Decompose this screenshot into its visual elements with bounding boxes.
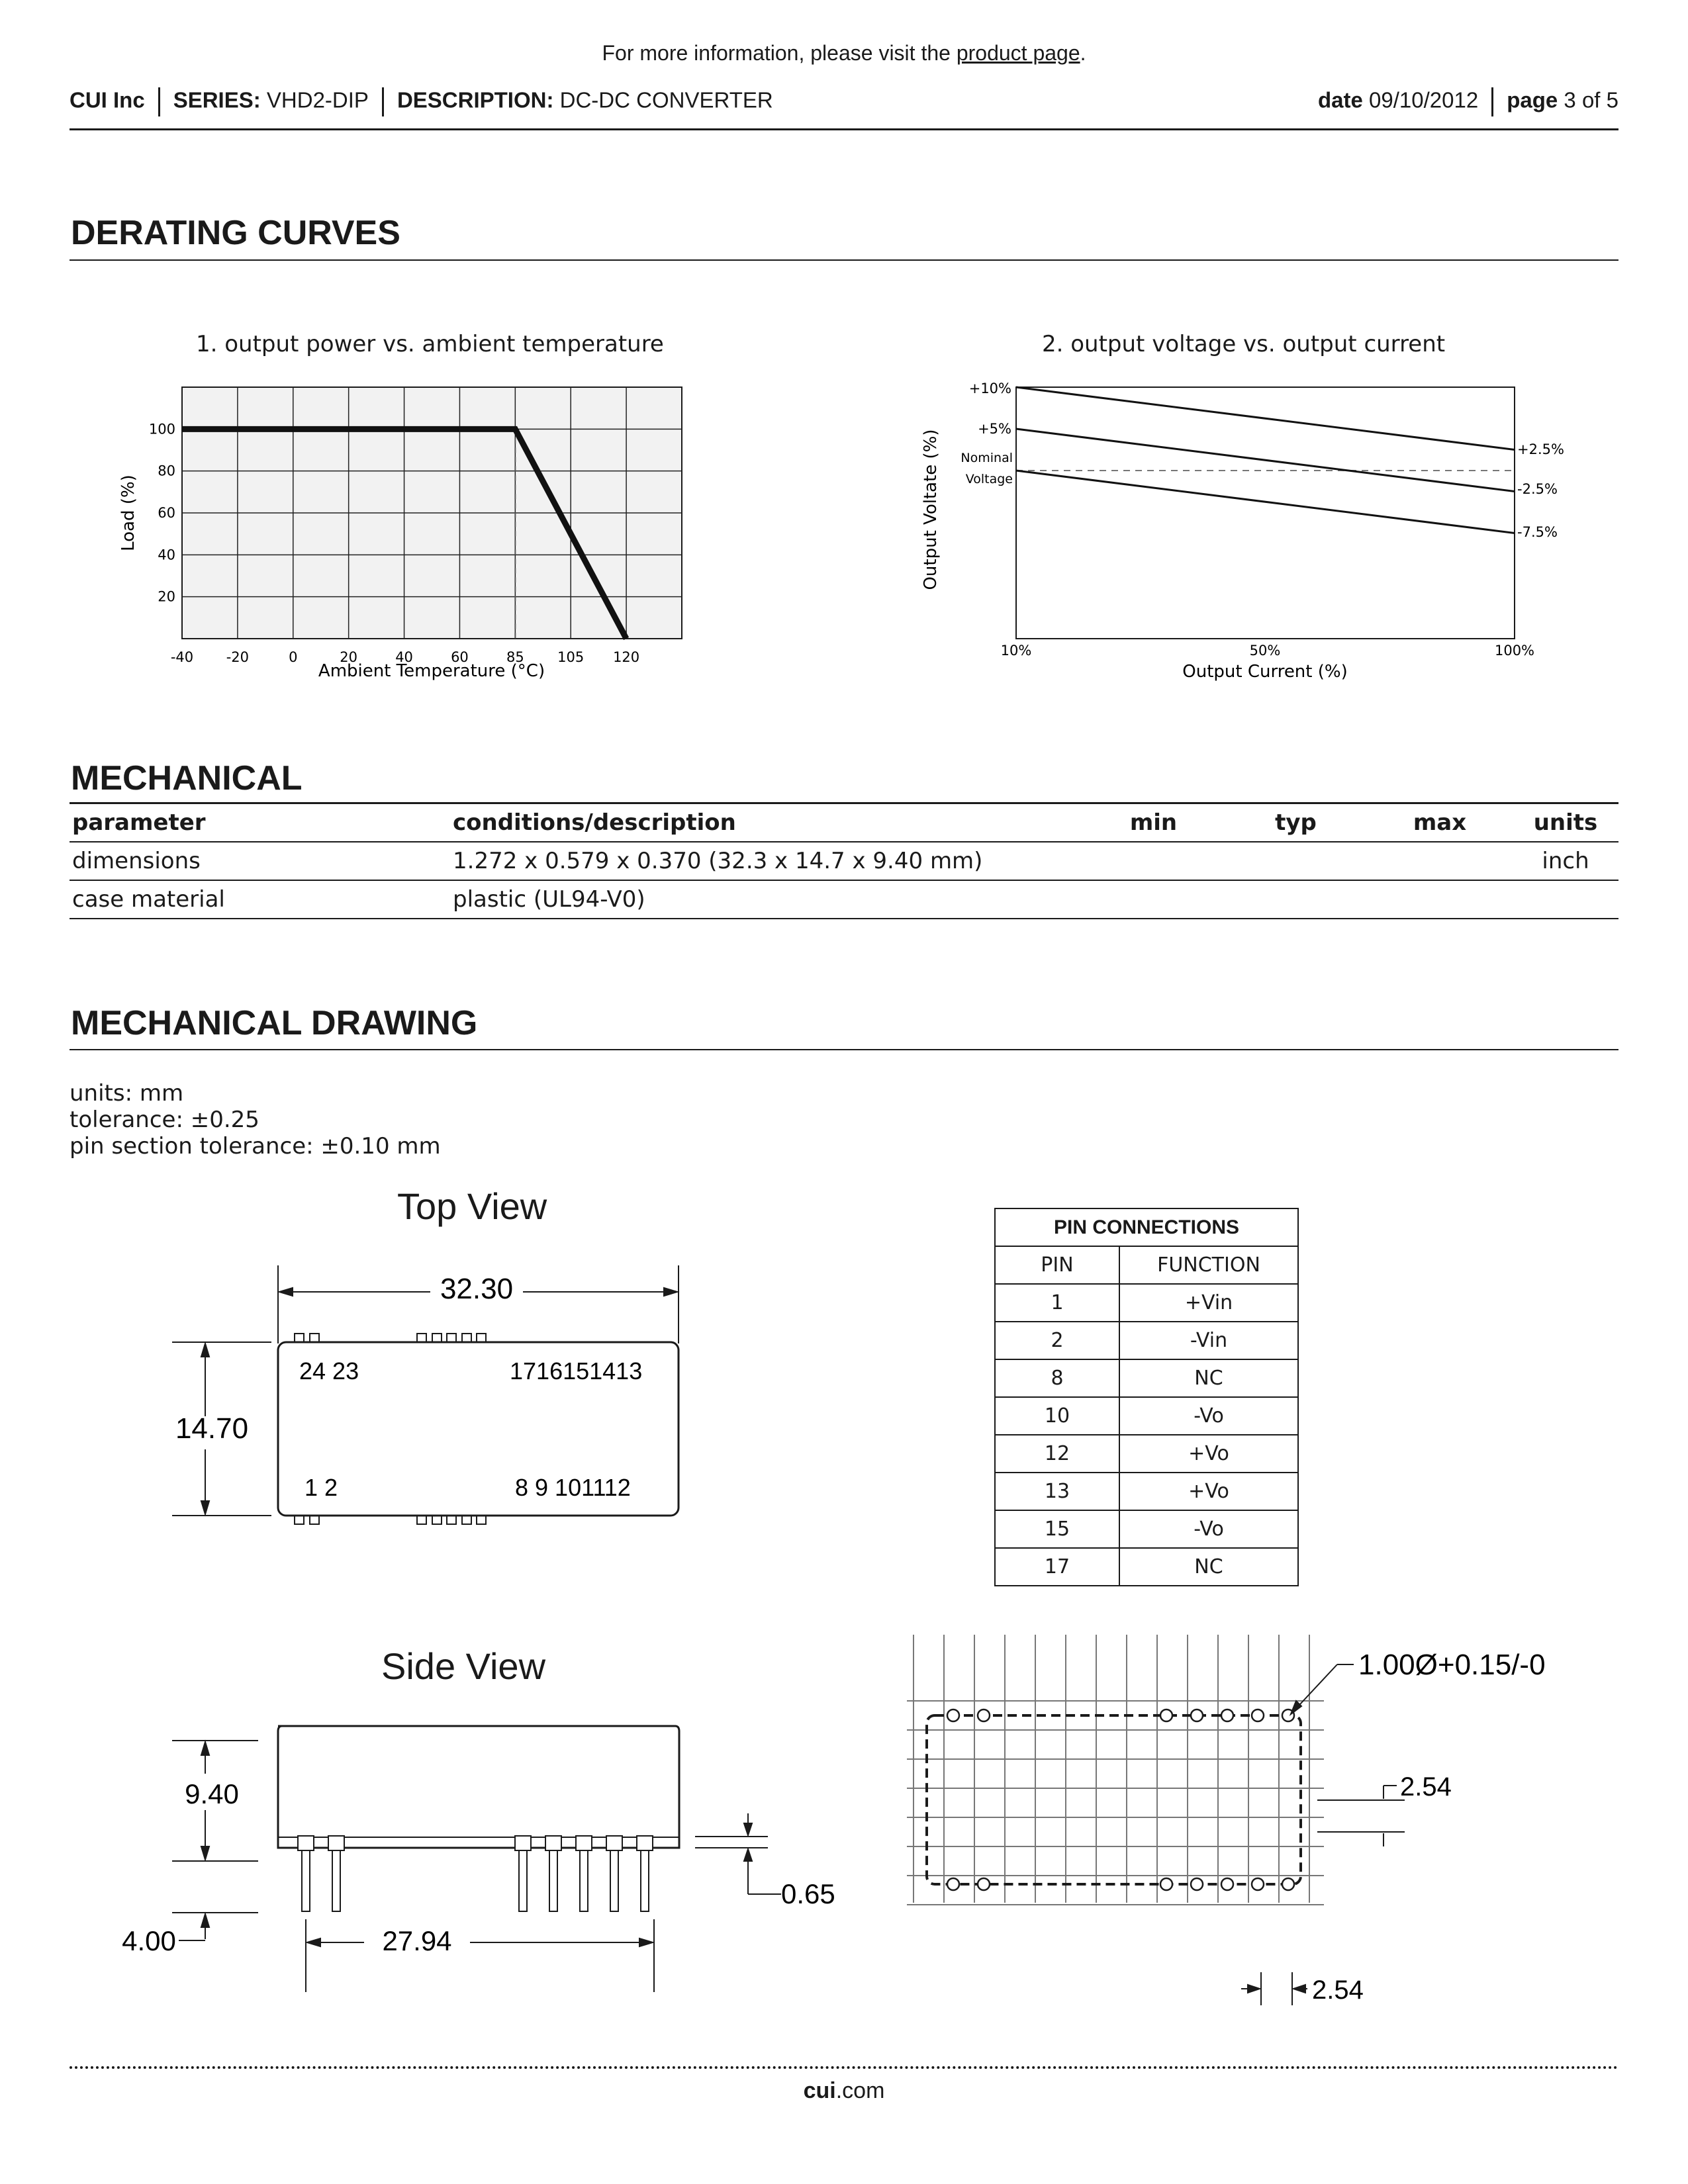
pin-tab-bottom	[447, 1516, 456, 1524]
chart2-y-tick: Nominal	[961, 451, 1013, 465]
footer-rule	[70, 2066, 1618, 2069]
pin-hole-bottom	[978, 1878, 990, 1890]
pin-lead	[549, 1850, 557, 1911]
pin-function: +Vin	[1119, 1284, 1298, 1322]
table-row	[995, 1435, 1298, 1473]
section-title-derating: DERATING CURVES	[71, 214, 400, 252]
series-value: VHD2-DIP	[266, 87, 369, 113]
company-name: CUI Inc	[70, 87, 145, 113]
pin-table-header	[995, 1246, 1298, 1284]
pin-number: 8	[995, 1359, 1119, 1397]
hole-dimension	[1358, 1649, 1546, 1681]
footprint-outline	[927, 1715, 1301, 1884]
chart1-x-tick: 85	[506, 649, 524, 665]
mechanical-table	[70, 802, 1618, 919]
pin-hole-top	[1160, 1709, 1172, 1721]
dim-width: 32.30	[440, 1273, 514, 1305]
pin-tab-bottom	[417, 1516, 426, 1524]
pin-tab-bottom	[310, 1516, 319, 1524]
pin-tolerance-note: pin section tolerance: ±0.10 mm	[70, 1133, 441, 1160]
pin-hole-bottom	[947, 1878, 959, 1890]
chart2-x-axis-label: Output Current (%)	[1182, 662, 1348, 682]
pin-shoulder	[298, 1836, 314, 1850]
pin-shoulder	[606, 1836, 622, 1850]
pin-hole-bottom	[1191, 1878, 1203, 1890]
chart2-y-tick: Voltage	[965, 472, 1013, 486]
pin-tab-bottom	[295, 1516, 304, 1524]
chart2-y-tick: +10%	[968, 381, 1011, 396]
chart1-x-axis-label: Ambient Temperature (°C)	[318, 661, 545, 681]
tolerance-note: tolerance: ±0.25	[70, 1107, 259, 1133]
pin-lead	[610, 1850, 618, 1911]
module-body-side	[278, 1726, 679, 1848]
pin-tab-top	[462, 1334, 471, 1342]
footer-domain: .com	[835, 2078, 885, 2103]
hole-size: 1.00	[1358, 1649, 1415, 1681]
pin-function: -Vin	[1119, 1322, 1298, 1359]
dim-pitch-vertical: 2.54	[1400, 1772, 1452, 1801]
pin-numbers-top-right: 1716151413	[510, 1357, 643, 1385]
chart1-y-ticks	[149, 421, 175, 604]
section-rule	[70, 1049, 1618, 1050]
col-header: units	[1513, 803, 1618, 842]
header-separator	[382, 87, 384, 116]
pin-hole-bottom	[1160, 1878, 1172, 1890]
table-cell: inch	[1513, 842, 1618, 880]
chart1-x-tick: -20	[226, 649, 250, 665]
pin-tab-top	[432, 1334, 442, 1342]
date-label: date	[1318, 87, 1363, 113]
pin-shoulder	[328, 1836, 344, 1850]
table-cell: dimensions	[70, 842, 450, 880]
pin-hole-top	[1191, 1709, 1203, 1721]
table-row	[70, 842, 1618, 880]
pin-tab-top	[295, 1334, 304, 1342]
dim-height: 14.70	[175, 1412, 249, 1445]
chart1-y-tick: 60	[158, 505, 175, 521]
chart1-x-tick: 60	[451, 649, 469, 665]
pin-numbers-bottom-left: 1 2	[305, 1474, 338, 1501]
table-row	[995, 1322, 1298, 1359]
chart1-svg	[99, 371, 728, 688]
pin-connections-table	[994, 1208, 1299, 1586]
pin-tab-top	[477, 1334, 486, 1342]
chart1-y-tick: 40	[158, 547, 175, 563]
table-cell	[1513, 880, 1618, 919]
banner-suffix: .	[1080, 41, 1086, 65]
hole-tolerance: +0.15/-0	[1437, 1649, 1546, 1681]
pin-hole-top	[978, 1709, 990, 1721]
chart2-title: 2. output voltage vs. output current	[1042, 331, 1446, 357]
pin-hole-top	[1252, 1709, 1264, 1721]
footprint-drawing	[907, 1628, 1622, 2025]
col-header: PIN	[995, 1246, 1119, 1284]
pin-numbers-bottom-right: 8 9 101112	[515, 1474, 631, 1501]
pin-tab-top	[447, 1334, 456, 1342]
pin-shoulder	[545, 1836, 561, 1850]
product-page-link[interactable]: product page	[956, 41, 1080, 65]
chart2-x-tick: 100%	[1494, 643, 1535, 659]
pin-function: +Vo	[1119, 1435, 1298, 1473]
chart1-y-axis-label: Load (%)	[118, 475, 138, 551]
pin-number: 2	[995, 1322, 1119, 1359]
col-header: parameter	[70, 803, 450, 842]
pin-tab-bottom	[432, 1516, 442, 1524]
pin-lead	[302, 1850, 310, 1911]
col-header: conditions/description	[450, 803, 1082, 842]
section-rule	[70, 259, 1618, 261]
table-cell: plastic (UL94-V0)	[450, 880, 1082, 919]
col-header: min	[1082, 803, 1225, 842]
side-view-title: Side View	[381, 1645, 546, 1687]
pin-numbers-top-left: 24 23	[299, 1357, 359, 1385]
page-value: 3 of 5	[1564, 87, 1618, 113]
chart2-y-tick: +5%	[978, 421, 1011, 437]
info-banner	[0, 41, 1688, 66]
date-value: 09/10/2012	[1369, 87, 1479, 113]
pin-shoulder	[637, 1836, 653, 1850]
pin-number: 17	[995, 1548, 1119, 1586]
header-separator	[1491, 87, 1493, 116]
section-title-mechanical-drawing: MECHANICAL DRAWING	[71, 1004, 478, 1042]
col-header: typ	[1225, 803, 1367, 842]
description-value: DC-DC CONVERTER	[559, 87, 773, 113]
chart1-y-tick: 20	[158, 588, 175, 605]
chart1-x-tick: 0	[289, 649, 298, 665]
header-rule	[70, 128, 1618, 130]
table-cell	[1225, 842, 1367, 880]
pin-function: NC	[1119, 1548, 1298, 1586]
col-header: FUNCTION	[1119, 1246, 1298, 1284]
pin-number: 12	[995, 1435, 1119, 1473]
pin-hole-bottom	[1221, 1878, 1233, 1890]
header-separator	[158, 87, 160, 116]
chart1-y-tick: 80	[158, 463, 175, 479]
page-label: page	[1507, 87, 1558, 113]
banner-prefix: For more information, please visit the	[602, 41, 957, 65]
pin-lead	[641, 1850, 649, 1911]
pin-function: -Vo	[1119, 1397, 1298, 1435]
chart1-x-tick: 120	[613, 649, 640, 665]
chart1-x-tick: 105	[557, 649, 585, 665]
pin-tab-bottom	[462, 1516, 471, 1524]
col-header: max	[1367, 803, 1513, 842]
dim-body-height: 9.40	[185, 1778, 239, 1809]
diameter-symbol: Ø	[1415, 1649, 1438, 1681]
chart2-x-tick: 50%	[1249, 643, 1281, 659]
pin-table-title: PIN CONNECTIONS	[995, 1208, 1298, 1246]
pin-function: NC	[1119, 1359, 1298, 1397]
pin-number: 15	[995, 1510, 1119, 1548]
chart1-x-tick: -40	[170, 649, 194, 665]
chart1-y-tick: 100	[148, 421, 175, 437]
chart2-plot-area	[1016, 387, 1515, 639]
pin-tab-bottom	[477, 1516, 486, 1524]
pin-hole-top	[1221, 1709, 1233, 1721]
series-label: SERIES:	[173, 87, 261, 113]
section-title-mechanical: MECHANICAL	[71, 759, 303, 797]
chart2-right-label: -2.5%	[1517, 481, 1558, 497]
pin-tab-top	[310, 1334, 319, 1342]
page-header	[70, 87, 1618, 122]
footer-brand: cui	[803, 2078, 836, 2103]
pin-number: 13	[995, 1473, 1119, 1510]
pin-number: 1	[995, 1284, 1119, 1322]
table-row	[995, 1397, 1298, 1435]
chart2-svg	[914, 371, 1575, 688]
pin-lead	[519, 1850, 527, 1911]
table-row	[995, 1510, 1298, 1548]
table-cell	[1082, 842, 1225, 880]
pin-lead	[332, 1850, 340, 1911]
table-row	[70, 880, 1618, 919]
dim-pitch-horizontal: 2.54	[1312, 1976, 1364, 2005]
dim-pin-span: 27.94	[382, 1925, 452, 1956]
dim-pin-length: 4.00	[122, 1925, 176, 1956]
pin-function: -Vo	[1119, 1510, 1298, 1548]
table-cell	[1082, 880, 1225, 919]
chart1-title: 1. output power vs. ambient temperature	[196, 331, 664, 357]
chart2-x-tick: 10%	[1000, 643, 1032, 659]
table-row	[995, 1473, 1298, 1510]
table-cell	[1367, 880, 1513, 919]
chart2-y-axis-label: Output Voltate (%)	[921, 429, 941, 590]
top-view-drawing	[152, 1251, 715, 1562]
top-view-title: Top View	[397, 1185, 547, 1227]
units-note: units: mm	[70, 1080, 184, 1107]
pin-lead	[580, 1850, 588, 1911]
table-row	[995, 1284, 1298, 1322]
table-cell	[1367, 842, 1513, 880]
drawing-notes	[70, 1080, 441, 1160]
pin-hole-bottom	[1282, 1878, 1294, 1890]
chart2-right-label: +2.5%	[1517, 441, 1564, 457]
chart2-right-label: -7.5%	[1517, 524, 1558, 540]
pin-number: 10	[995, 1397, 1119, 1435]
chart1-x-tick: 40	[395, 649, 413, 665]
table-cell: case material	[70, 880, 450, 919]
table-cell	[1225, 880, 1367, 919]
pin-shoulder	[576, 1836, 592, 1850]
dim-standoff: 0.65	[781, 1878, 835, 1909]
side-view-drawing	[99, 1714, 861, 2005]
chart1-x-tick: 20	[340, 649, 358, 665]
footer	[0, 2078, 1688, 2104]
table-cell: 1.272 x 0.579 x 0.370 (32.3 x 14.7 x 9.40 mm)	[450, 842, 1082, 880]
table-row	[995, 1359, 1298, 1397]
pin-hole-top	[947, 1709, 959, 1721]
table-row	[995, 1548, 1298, 1586]
pin-tab-top	[417, 1334, 426, 1342]
footprint-holes	[947, 1709, 1294, 1890]
mechanical-table-header	[70, 803, 1618, 842]
pin-function: +Vo	[1119, 1473, 1298, 1510]
footprint-grid	[907, 1635, 1324, 1905]
description-label: DESCRIPTION:	[397, 87, 554, 113]
pin-hole-bottom	[1252, 1878, 1264, 1890]
pin-shoulder	[515, 1836, 531, 1850]
